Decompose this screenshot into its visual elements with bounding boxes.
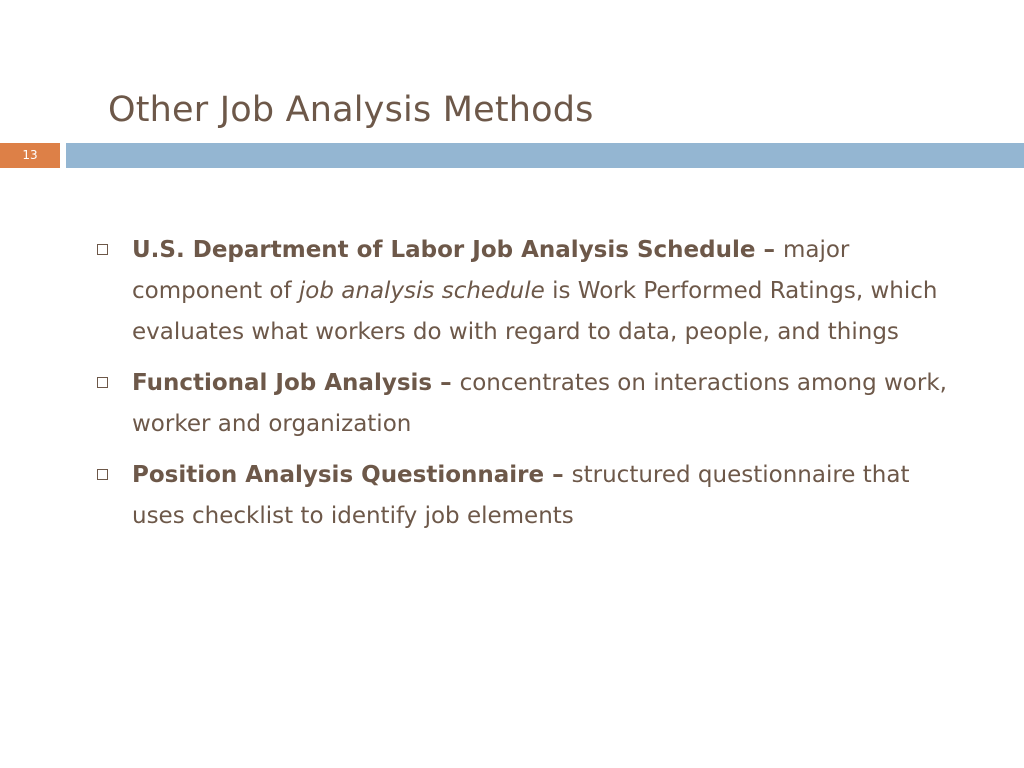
- slide-title: Other Job Analysis Methods: [108, 90, 594, 130]
- square-bullet-icon: [97, 377, 108, 388]
- bullet-item-dol-schedule: [97, 230, 967, 353]
- bullet-dash: –: [544, 462, 572, 488]
- square-bullet-icon: [97, 244, 108, 255]
- bullet-dash: –: [755, 237, 783, 263]
- bullet-term: Functional Job Analysis: [132, 370, 433, 396]
- bullet-item-functional-job-analysis: [97, 363, 967, 445]
- bullet-text: major component of: [132, 237, 850, 304]
- bullet-item-position-analysis-questionnaire: [97, 455, 967, 537]
- bullet-text: concentrates on interactions among work, worker and organization: [132, 370, 947, 437]
- bullet-text: is Work Performed Ratings, which evaluates what workers do with regard to data, people, and things: [132, 278, 938, 345]
- bullet-term: Position Analysis Questionnaire: [132, 462, 545, 488]
- bullet-emphasis: job analysis schedule: [298, 278, 545, 304]
- bullet-list: [97, 230, 967, 547]
- square-bullet-icon: [97, 469, 108, 480]
- bullet-dash: –: [432, 370, 460, 396]
- bullet-term: U.S. Department of Labor Job Analysis Schedule: [132, 237, 756, 263]
- slide-number: 13: [0, 143, 60, 168]
- bullet-text: structured questionnaire that uses checklist to identify job elements: [132, 462, 910, 529]
- header-bar: [66, 143, 1024, 168]
